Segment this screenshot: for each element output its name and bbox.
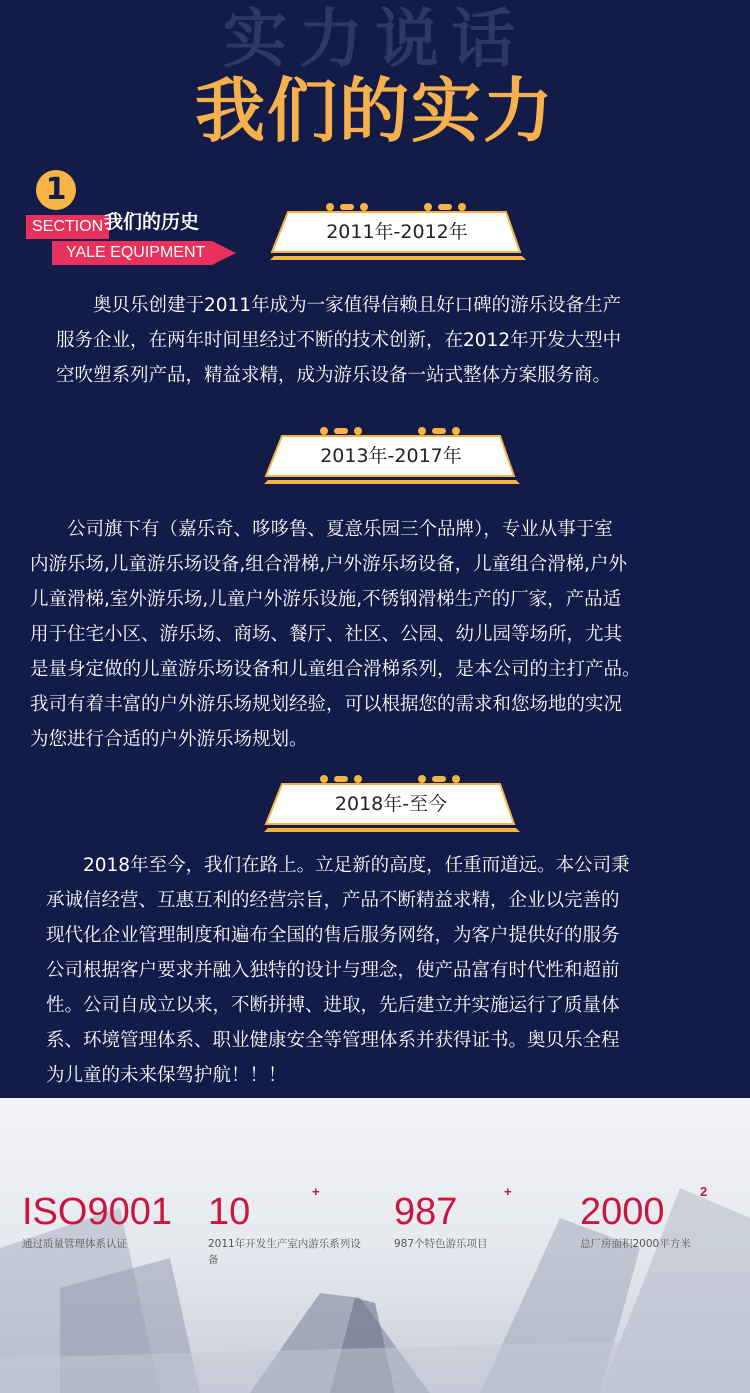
period-label: 2011年-2012年 bbox=[326, 221, 468, 243]
text-line: 服务企业，在两年时间里经过不断的技术创新，在2012年开发大型中 bbox=[56, 330, 622, 351]
background-watermark-title: 实力说话 bbox=[223, 2, 527, 77]
stat-value: 2000 bbox=[580, 1191, 665, 1233]
section-subtitle: YALE EQUIPMENT bbox=[52, 241, 212, 265]
text-line: 为儿童的未来保驾护航！！！ bbox=[46, 1065, 287, 1086]
stat-description: 总厂房面积2000平方米 bbox=[580, 1238, 691, 1250]
stat-value: 987 bbox=[394, 1191, 458, 1233]
period-banner-2018 bbox=[262, 772, 520, 832]
stat-superscript: + bbox=[504, 1184, 512, 1199]
stat-superscript: + bbox=[312, 1184, 320, 1199]
period-label: 2018年-至今 bbox=[334, 793, 448, 815]
right-arrow-icon bbox=[212, 241, 236, 265]
period-text-2018 bbox=[46, 848, 630, 1093]
text-line: 承诚信经营、互惠互利的经营宗旨，产品不断精益求精，企业以完善的 bbox=[46, 890, 620, 911]
text-line: 奥贝乐创建于2011年成为一家值得信赖且好口碑的游乐设备生产 bbox=[56, 295, 622, 316]
stat-projects bbox=[394, 1184, 512, 1252]
section-tag: SECTION bbox=[26, 215, 109, 239]
period-text-2011 bbox=[56, 288, 621, 393]
stat-description: 2011年开发生产室内游乐系列设备 bbox=[208, 1238, 361, 1266]
period-banner-2011 bbox=[268, 200, 526, 260]
page-title: 我们的实力 bbox=[195, 70, 555, 152]
decorative-dots-icon bbox=[320, 427, 328, 435]
period-text-2013 bbox=[30, 512, 641, 757]
stat-value: ISO9001 bbox=[22, 1191, 172, 1233]
text-line: 公司根据客户要求并融入独特的设计与理念，使产品富有时代性和超前 bbox=[46, 960, 620, 981]
stat-series bbox=[208, 1184, 368, 1268]
text-line: 2018年至今，我们在路上。立足新的高度，任重而道远。本公司秉 bbox=[46, 855, 630, 876]
stat-description: 通过质量管理体系认证 bbox=[22, 1238, 127, 1250]
period-banner-2013 bbox=[262, 424, 520, 484]
period-label: 2013年-2017年 bbox=[320, 445, 462, 467]
stat-iso bbox=[22, 1190, 172, 1252]
text-line: 是量身定做的儿童游乐场设备和儿童组合滑梯系列，是本公司的主打产品。 bbox=[30, 659, 641, 680]
text-line: 内游乐场,儿童游乐场设备,组合滑梯,户外游乐场设备，儿童组合滑梯,户外 bbox=[30, 554, 628, 575]
stat-area bbox=[580, 1184, 708, 1252]
decorative-dots-icon bbox=[326, 203, 334, 211]
number-one-circle-icon: 1 bbox=[36, 170, 76, 210]
text-line: 性。公司自成立以来，不断拼搏、进取，先后建立并实施运行了质量体 bbox=[46, 995, 620, 1016]
text-line: 为您进行合适的户外游乐场规划。 bbox=[30, 729, 308, 750]
stat-superscript: 2 bbox=[700, 1184, 708, 1199]
text-line: 我司有着丰富的户外游乐场规划经验，可以根据您的需求和您场地的实况 bbox=[30, 694, 623, 715]
text-line: 空吹塑系列产品，精益求精，成为游乐设备一站式整体方案服务商。 bbox=[56, 365, 612, 386]
stat-description: 987个特色游乐项目 bbox=[394, 1238, 488, 1250]
text-line: 儿童滑梯,室外游乐场,儿童户外游乐设施,不锈钢滑梯生产的厂家，产品适 bbox=[30, 589, 622, 610]
section-heading: 我们的历史 bbox=[104, 211, 200, 233]
text-line: 公司旗下有（嘉乐奇、哆哆鲁、夏意乐园三个品牌），专业从事于室 bbox=[30, 519, 613, 540]
decorative-dots-icon bbox=[320, 775, 328, 783]
text-line: 现代化企业管理制度和遍布全国的售后服务网络，为客户提供好的服务 bbox=[46, 925, 620, 946]
stat-value: 10 bbox=[208, 1191, 251, 1233]
text-line: 系、环境管理体系、职业健康安全等管理体系并获得证书。奥贝乐全程 bbox=[46, 1030, 620, 1051]
text-line: 用于住宅小区、游乐场、商场、餐厅、社区、公园、幼儿园等场所，尤其 bbox=[30, 624, 623, 645]
